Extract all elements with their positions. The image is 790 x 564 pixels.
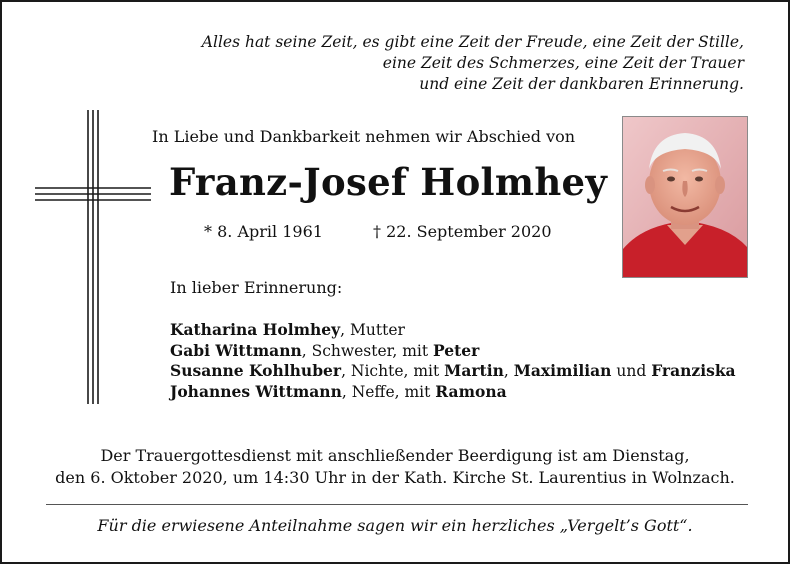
relative-relation: , Mutter [340,321,405,339]
quote-line: Alles hat seine Zeit, es gibt eine Zeit der Freude, eine Zeit der Stille, [201,33,744,51]
relative-relation: , Nichte, mit [341,362,445,380]
relative-relation: , Neffe, mit [341,382,436,401]
relative-relation: , Schwester, mit [301,341,434,360]
death-date: † 22. September 2020 [373,222,552,241]
portrait-photo [622,116,748,278]
relatives-list [170,320,736,402]
quote-line: eine Zeit des Schmerzes, eine Zeit der Trauer [382,54,744,72]
cross-icon [35,110,151,404]
separator: , [503,362,514,380]
service-line: Der Trauergottesdienst mit anschließender Beerdigung ist am Dienstag, [100,446,690,465]
funeral-service-info [2,445,788,489]
relative-row [170,341,736,362]
memory-label: In lieber Erinnerung: [170,278,343,297]
relative-child: Franziska [651,361,736,380]
relative-name: Katharina Holmhey [170,320,341,339]
relative-name: Gabi Wittmann [170,340,302,360]
deceased-name: Franz-Josef Holmhey [169,160,608,204]
farewell-intro: In Liebe und Dankbarkeit nehmen wir Abschied von [152,127,576,146]
relative-child: Maximilian [513,361,612,380]
relative-partner: Peter [433,340,480,360]
relative-name: Johannes Wittmann [170,381,342,401]
relative-name: Susanne Kohlhuber [170,361,342,380]
quote [202,32,744,95]
relative-child: Martin [444,361,504,380]
divider [46,504,748,505]
separator: und [611,362,652,380]
relative-partner: Ramona [435,381,507,401]
relative-row [170,382,736,403]
relative-row [170,320,736,341]
service-line: den 6. Oktober 2020, um 14:30 Uhr in der Kath. Kirche St. Laurentius in Wolnzach. [55,468,735,487]
birth-date: * 8. April 1961 [204,222,323,241]
thanks-line: Für die erwiesene Anteilnahme sagen wir ein herzliches „Vergelt’s Gott“. [97,516,693,535]
quote-line: und eine Zeit der dankbaren Erinnerung. [419,75,744,93]
relative-row [170,361,736,382]
